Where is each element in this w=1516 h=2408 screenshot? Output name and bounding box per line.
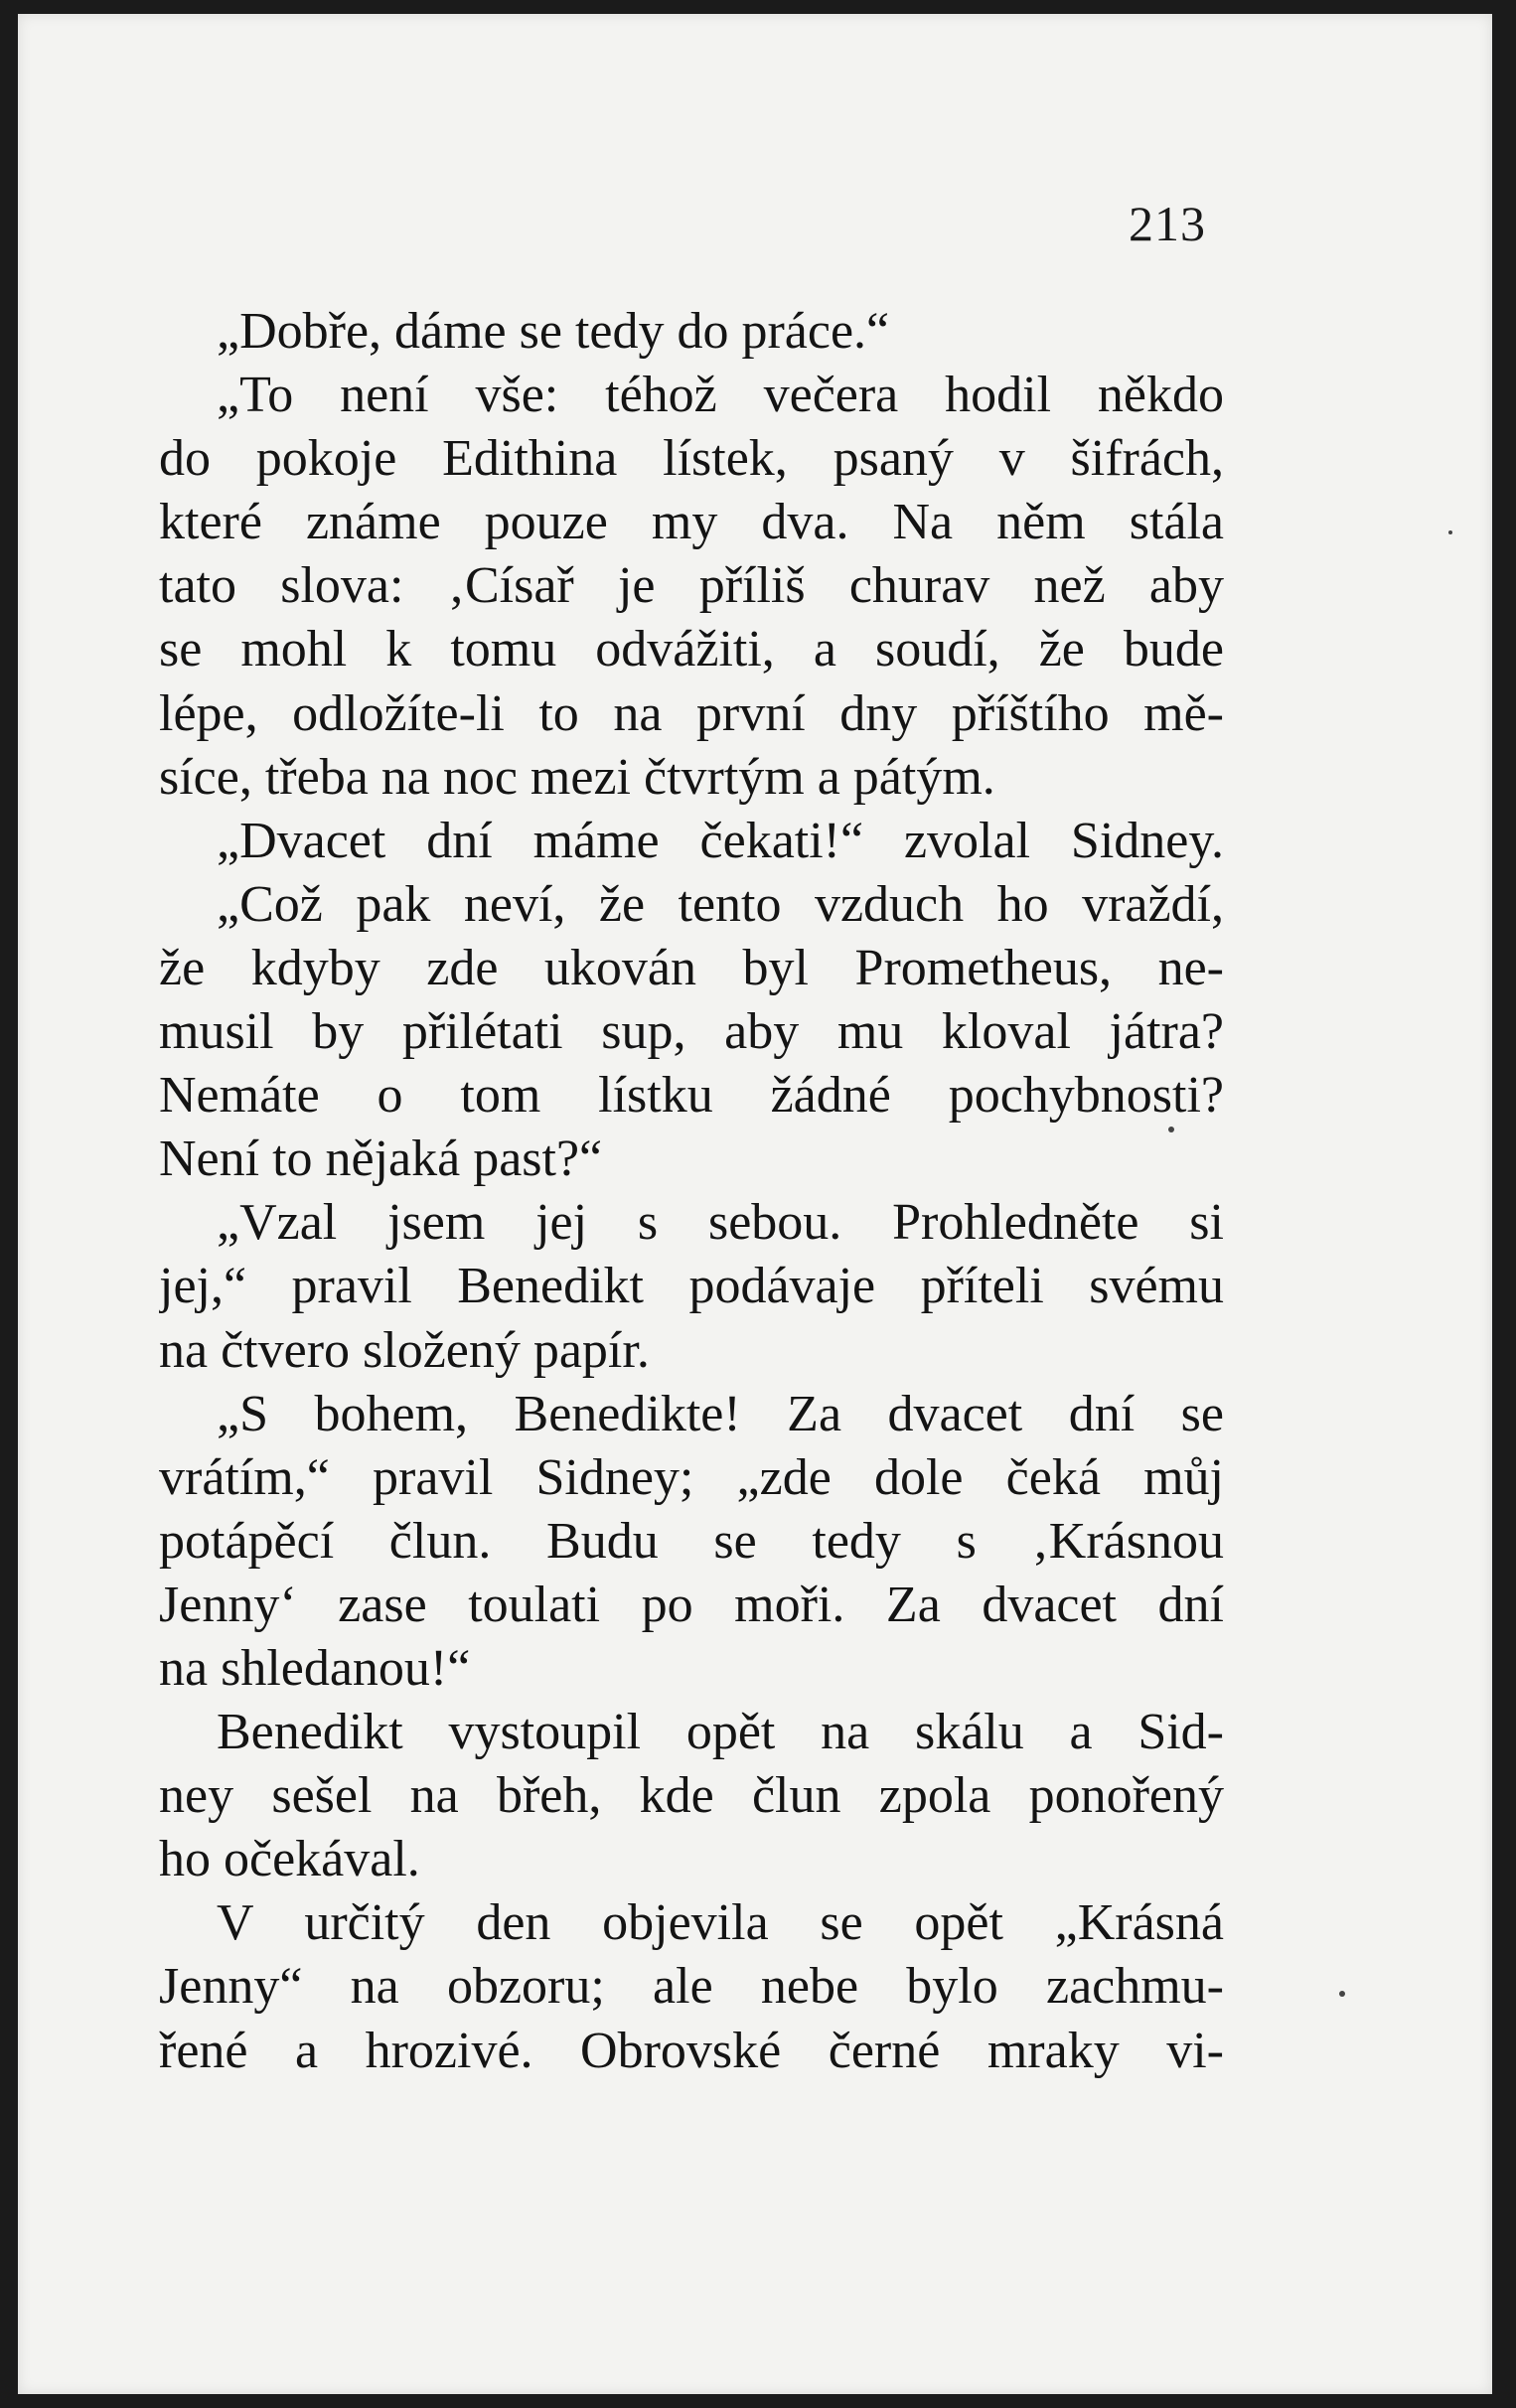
text-line: potápěcí člun. Budu se tedy s ‚Krásnou bbox=[159, 1512, 1224, 1570]
text-line: jej,“ pravil Benedikt podávaje příteli svému bbox=[159, 1258, 1224, 1315]
body-text bbox=[159, 300, 1224, 2083]
text-line: Nemáte o tom lístku žádné pochybnosti? bbox=[159, 1067, 1224, 1125]
text-line: že kdyby zde ukován byl Prometheus, ne- bbox=[159, 939, 1224, 996]
text-line: vrátím,“ pravil Sidney; „zde dole čeká můj bbox=[159, 1448, 1224, 1506]
text-line: Jenny“ na obzoru; ale nebe bylo zachmu- bbox=[159, 1958, 1224, 2016]
text-line: musil by přilétati sup, aby mu kloval játra? bbox=[159, 1003, 1224, 1061]
text-line: Není to nějaká past?“ bbox=[159, 1130, 603, 1188]
scan-speck bbox=[1339, 1991, 1345, 1997]
text-line: V určitý den objevila se opět „Krásná bbox=[217, 1894, 1224, 1952]
text-line: „Dvacet dní máme čekati!“ zvolal Sidney. bbox=[217, 812, 1224, 869]
book-page bbox=[18, 14, 1492, 2394]
text-line: „Dobře, dáme se tedy do práce.“ bbox=[217, 303, 890, 360]
scan-speck bbox=[1168, 1127, 1174, 1132]
text-line: ho očekával. bbox=[159, 1831, 420, 1888]
text-line: Benedikt vystoupil opět na skálu a Sid- bbox=[217, 1704, 1224, 1761]
text-line: ney sešel na břeh, kde člun zpola ponořený bbox=[159, 1767, 1224, 1825]
text-line: „Vzal jsem jej s sebou. Prohledněte si bbox=[217, 1194, 1224, 1252]
text-line: řené a hrozivé. Obrovské černé mraky vi- bbox=[159, 2022, 1224, 2079]
text-line: Jenny‘ zase toulati po moři. Za dvacet dní bbox=[159, 1576, 1224, 1633]
text-line: na čtvero složený papír. bbox=[159, 1321, 650, 1379]
text-line: tato slova: ‚Císař je příliš churav než aby bbox=[159, 557, 1224, 615]
text-line: „To není vše: téhož večera hodil někdo bbox=[217, 367, 1224, 424]
text-line: „Což pak neví, že tento vzduch ho vraždí, bbox=[217, 875, 1224, 933]
text-line: do pokoje Edithina lístek, psaný v šifrách, bbox=[159, 430, 1224, 488]
text-line: které známe pouze my dva. Na něm stála bbox=[159, 494, 1224, 551]
text-line: lépe, odložíte-li to na první dny příštího mě- bbox=[159, 684, 1224, 742]
text-line: se mohl k tomu odvážiti, a soudí, že bude bbox=[159, 621, 1224, 678]
text-line: „S bohem, Benedikte! Za dvacet dní se bbox=[217, 1385, 1224, 1442]
text-line: síce, třeba na noc mezi čtvrtým a pátým. bbox=[159, 748, 995, 806]
page-number: 213 bbox=[1129, 196, 1206, 251]
scan-speck bbox=[1448, 530, 1452, 534]
text-line: na shledanou!“ bbox=[159, 1639, 471, 1697]
